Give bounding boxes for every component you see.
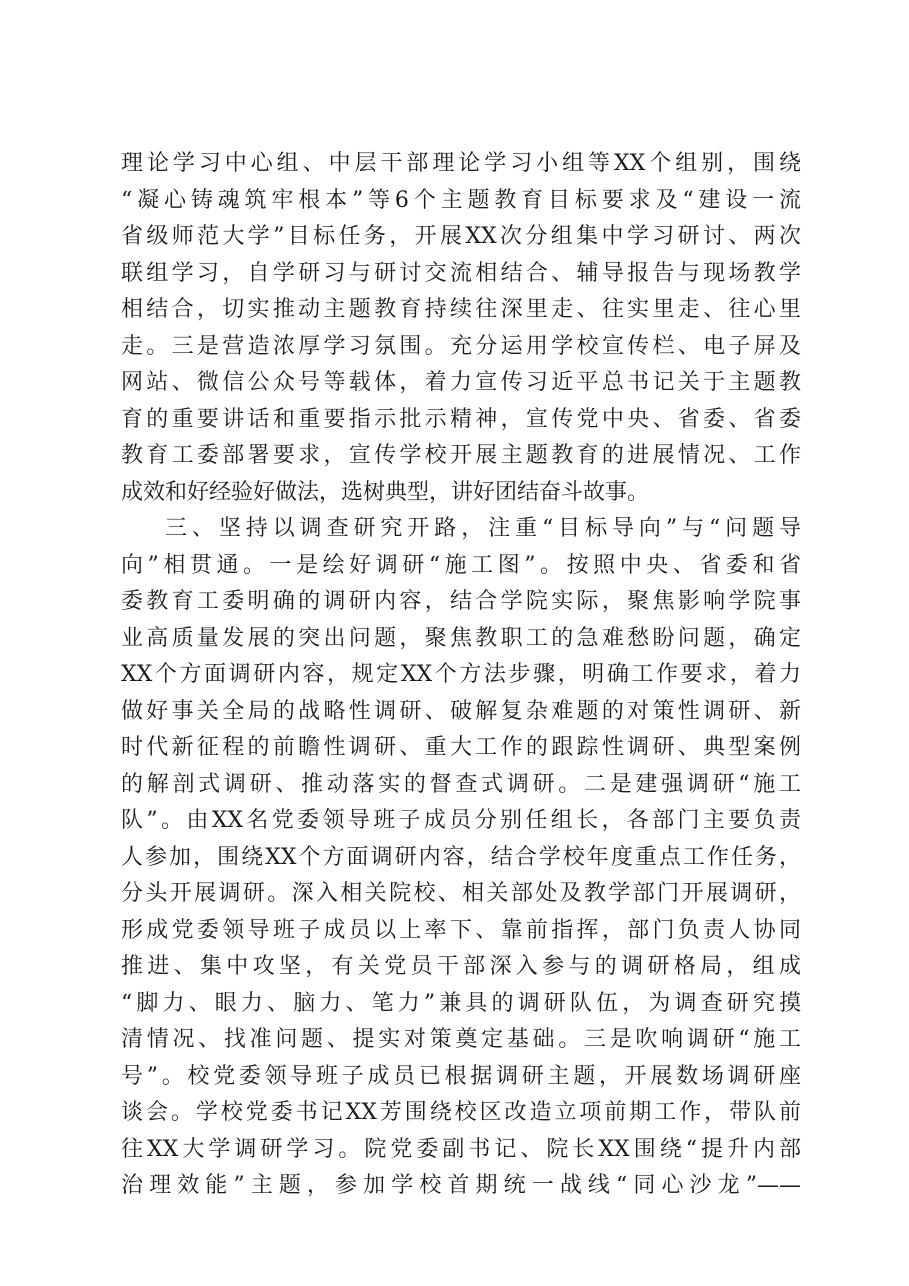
text-line: 委教育工委明确的调研内容，结合学院实际，聚焦影响学院事 (121, 589, 801, 614)
text-line: 理论学习中心组、中层干部理论学习小组等XX个组别，围绕 (121, 151, 801, 176)
text-line: 人参加，围绕XX个方面调研内容，结合学校年度重点工作任务， (121, 844, 801, 870)
text-line: XX个方面调研内容，规定XX个方法步骤，明确工作要求，着力 (121, 662, 801, 687)
text-line: 网站、微信公众号等载体，着力宣传习近平总书记关于主题教 (121, 370, 801, 395)
paragraph-end-line: 成效和好经验好做法，选树典型，讲好团结奋斗故事。 (121, 479, 650, 505)
body-text (121, 146, 801, 1205)
text-line: “凝心铸魂筑牢根本”等6个主题教育目标要求及“建设一流 (121, 187, 801, 213)
text-line: 形成党委领导班子成员以上率下、靠前指挥，部门负责人协同 (121, 917, 801, 943)
text-line: 向”相贯通。一是绘好调研“施工图”。按照中央、省委和省 (121, 552, 801, 578)
text-line: 队”。由XX名党委领导班子成员分别任组长，各部门主要负责 (121, 808, 801, 833)
text-line: 做好事关全局的战略性调研、破解复杂难题的对策性调研、新 (121, 698, 801, 724)
text-line: 谈会。学校党委书记XX芳围绕校区改造立项前期工作，带队前 (121, 1100, 801, 1125)
text-line: 推进、集中攻坚，有关党员干部深入参与的调研格局，组成 (121, 954, 801, 979)
text-line: 联组学习，自学研习与研讨交流相结合、辅导报告与现场教学 (121, 260, 801, 286)
text-line: 号”。校党委领导班子成员已根据调研主题，开展数场调研座 (121, 1063, 801, 1089)
text-line: 分头开展调研。深入相关院校、相关部处及教学部门开展调研， (121, 881, 801, 906)
text-line: 相结合，切实推动主题教育持续往深里走、往实里走、往心里 (121, 297, 801, 322)
text-line: 清情况、找准问题、提实对策奠定基础。三是吹响调研“施工 (121, 1027, 801, 1052)
text-line: 时代新征程的前瞻性调研、重大工作的跟踪性调研、典型案例 (121, 735, 801, 760)
text-line: 往XX大学调研学习。院党委副书记、院长XX围绕“提升内部 (121, 1136, 801, 1162)
text-line: 教育工委部署要求，宣传学校开展主题教育的进展情况、工作 (121, 443, 801, 468)
text-line: 走。三是营造浓厚学习氛围。充分运用学校宣传栏、电子屏及 (121, 333, 801, 359)
text-line: 省级师范大学”目标任务，开展XX次分组集中学习研讨、两次 (121, 224, 801, 249)
text-line: 育的重要讲话和重要指示批示精神，宣传党中央、省委、省委 (121, 406, 801, 432)
section-heading-line: 三、坚持以调查研究开路，注重“目标导向”与“问题导 (165, 516, 801, 541)
text-line: “脚力、眼力、脑力、笔力”兼具的调研队伍，为调查研究摸 (121, 990, 801, 1016)
text-line: 的解剖式调研、推动落实的督查式调研。二是建强调研“施工 (121, 771, 801, 797)
text-line: 治理效能”主题，参加学校首期统一战线“同心沙龙”—— (121, 1173, 801, 1198)
text-line: 业高质量发展的突出问题，聚焦教职工的急难愁盼问题，确定 (121, 625, 801, 651)
